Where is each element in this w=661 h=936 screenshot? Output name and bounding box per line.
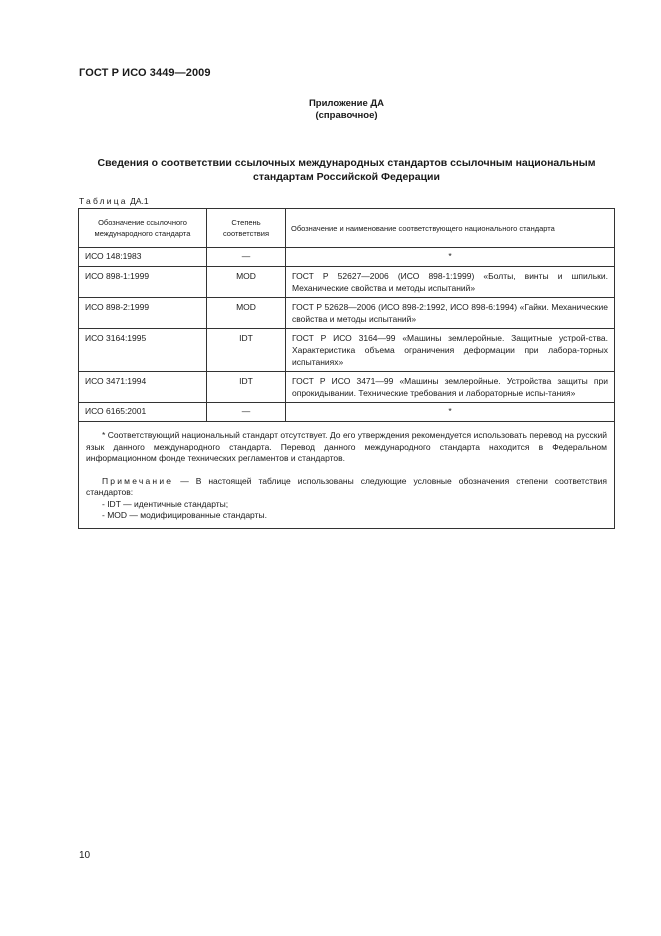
table-row — [79, 372, 615, 403]
table-caption-word: Таблица — [79, 196, 128, 206]
cell-national: ГОСТ Р ИСО 3164—99 «Машины землеройные. Защитные устрой-ства. Характеристика объема ограничения деформации при лабора-торных испытаниях» — [286, 329, 615, 372]
note-text: — В настоящей таблице использованы следующие условные обозначения степени соответствия стандартов: — [86, 475, 607, 497]
annex-title: Приложение ДА — [308, 98, 385, 109]
cell-intl: ИСО 148:1983 — [79, 248, 207, 267]
cell-degree: — — [207, 248, 286, 267]
table-header-row — [79, 209, 615, 248]
cell-national: ГОСТ Р 52628—2006 (ИСО 898-2:1992, ИСО 898-6:1994) «Гайки. Механические свойства и методы испытаний» — [286, 298, 615, 329]
table-caption — [79, 196, 149, 206]
note-label: Примечание — [102, 475, 174, 486]
table-row — [79, 403, 615, 422]
cell-intl: ИСО 898-1:1999 — [79, 267, 207, 298]
cell-degree: MOD — [207, 267, 286, 298]
page-number: 10 — [79, 850, 91, 861]
cell-intl: ИСО 3164:1995 — [79, 329, 207, 372]
cell-degree: MOD — [207, 298, 286, 329]
header-intl-standard: Обозначение ссылочного международного стандарта — [79, 209, 207, 248]
annex-subtitle: (справочное) — [315, 110, 378, 121]
correspondence-table — [78, 208, 615, 529]
table-row — [79, 267, 615, 298]
header-national-standard: Обозначение и наименование соответствующего национального стандарта — [286, 209, 615, 248]
cell-degree: IDT — [207, 329, 286, 372]
document-code: ГОСТ Р ИСО 3449—2009 — [79, 67, 211, 79]
table-notes-row — [79, 422, 615, 529]
cell-intl: ИСО 6165:2001 — [79, 403, 207, 422]
table-notes — [79, 422, 615, 529]
table-row — [79, 329, 615, 372]
table-footnote: * Соответствующий национальный стандарт отсутствует. До его утверждения рекомендуется использовать перевод на русский язык данного международного стандарта. Перевод данного международного стандарта находится в Федеральном информационном фонде технических регламентов и стандартов. — [86, 430, 607, 463]
cell-degree: — — [207, 403, 286, 422]
cell-national: * — [286, 403, 615, 422]
cell-intl: ИСО 3471:1994 — [79, 372, 207, 403]
note-item-mod: - MOD — модифицированные стандарты. — [102, 510, 267, 520]
table-caption-number: ДА.1 — [130, 196, 149, 206]
table-row — [79, 248, 615, 267]
section-title: Сведения о соответствии ссылочных международных стандартов ссылочным национальным стандартам Российской Федерации — [97, 157, 596, 183]
header-degree: Степень соответствия — [207, 209, 286, 248]
cell-national: ГОСТ Р ИСО 3471—99 «Машины землеройные. Устройства защиты при опрокидывании. Технические требования и лабораторные испы-тания» — [286, 372, 615, 403]
note-item-idt: - IDT — идентичные стандарты; — [102, 498, 229, 509]
table-row — [79, 298, 615, 329]
cell-intl: ИСО 898-2:1999 — [79, 298, 207, 329]
cell-national: * — [286, 248, 615, 267]
table-note — [86, 476, 607, 499]
cell-degree: IDT — [207, 372, 286, 403]
cell-national: ГОСТ Р 52627—2006 (ИСО 898-1:1999) «Болты, винты и шпильки. Механические свойства и методы испытаний» — [286, 267, 615, 298]
